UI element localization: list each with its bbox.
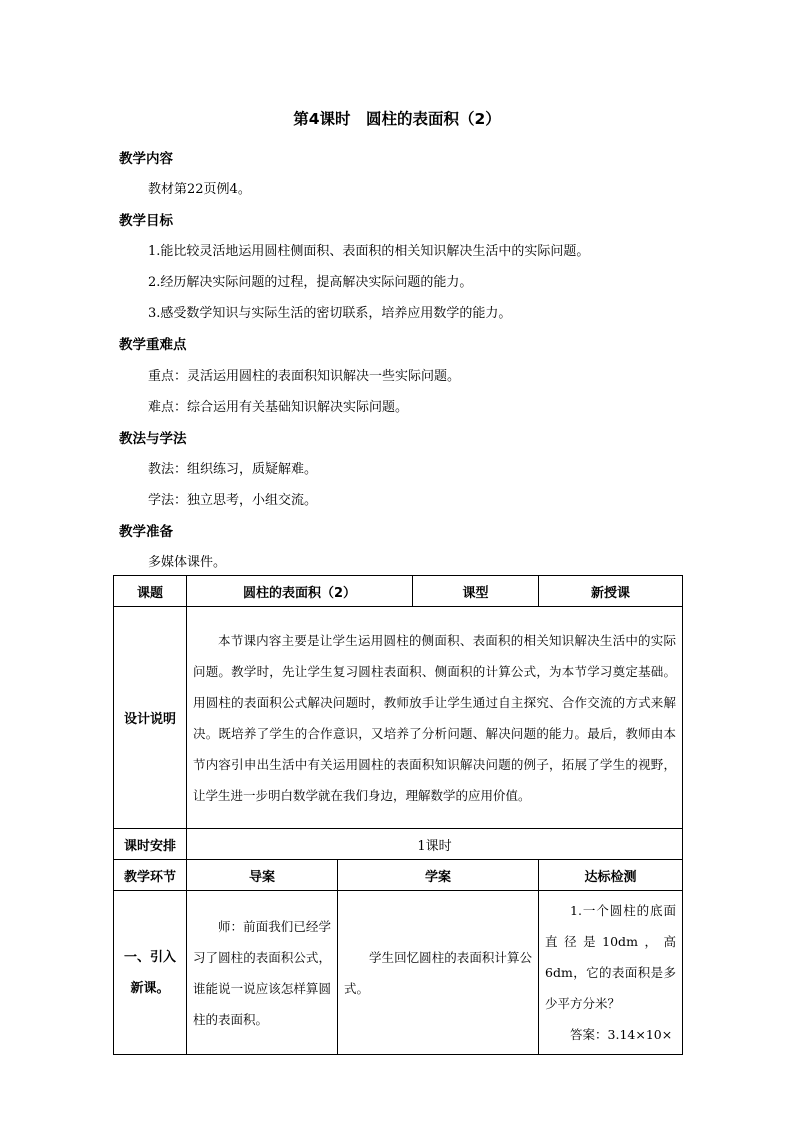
- goal-item-2: 2.经历解决实际问题的过程，提高解决实际问题的能力。: [148, 275, 473, 290]
- table-row: [114, 829, 683, 860]
- table-row: [114, 860, 683, 891]
- label-lesson-type: 课型: [413, 576, 539, 607]
- heading-keypoints: 教学重难点: [119, 337, 187, 353]
- design-text: 本节课内容主要是让学生运用圆柱的侧面积、表面积的相关知识解决生活中的实际问题。教学时，先让学生复习圆柱表面积、侧面积的计算公式，为本节学习奠定基础。用圆柱的表面积公式解决问题时，教师放手让学生通过自主探究、合作交流的方式来解决。既培养了学生的合作意识，又培养了分析问题、解决问题的能力。最后，教师由本节内容引申出生活中有关运用圆柱的表面积知识解决问题的例子，拓展了学生的视野，让学生进一步明白数学就在我们身边，理解数学的应用价值。: [187, 607, 683, 829]
- stage-name: 一、引入新课。: [114, 891, 187, 1055]
- table-row: [114, 607, 683, 829]
- value-topic: 圆柱的表面积（2）: [187, 576, 413, 607]
- label-topic: 课题: [114, 576, 187, 607]
- heading-prep: 教学准备: [119, 524, 173, 540]
- stage-check: [539, 891, 683, 1055]
- header-stage: 教学环节: [114, 860, 187, 891]
- method-item-2: 学法：独立思考，小组交流。: [148, 493, 318, 508]
- value-lesson-type: 新授课: [539, 576, 683, 607]
- stage-guide: 师：前面我们已经学习了圆柱的表面积公式，谁能说一说应该怎样算圆柱的表面积。: [187, 891, 338, 1055]
- table-row: [114, 576, 683, 607]
- goal-item-3: 3.感受数学知识与实际生活的密切联系，培养应用数学的能力。: [148, 306, 512, 321]
- goal-item-1: 1.能比较灵活地运用圆柱侧面积、表面积的相关知识解决生活中的实际问题。: [148, 244, 590, 259]
- lesson-title: 第4课时 圆柱的表面积（2）: [293, 110, 501, 128]
- heading-content: 教学内容: [119, 151, 173, 167]
- content-text: 教材第22页例4。: [148, 182, 251, 197]
- value-schedule: 1课时: [187, 829, 683, 860]
- method-item-1: 教法：组织练习，质疑解难。: [148, 462, 318, 477]
- table-row: [114, 891, 683, 1055]
- label-design: 设计说明: [114, 607, 187, 829]
- heading-goals: 教学目标: [119, 213, 173, 229]
- heading-methods: 教法与学法: [119, 431, 187, 447]
- stage-study: 学生回忆圆柱的表面积计算公式。: [338, 891, 539, 1055]
- header-study: 学案: [338, 860, 539, 891]
- lesson-plan-table: [113, 575, 683, 1055]
- header-guide: 导案: [187, 860, 338, 891]
- header-check: 达标检测: [539, 860, 683, 891]
- label-schedule: 课时安排: [114, 829, 187, 860]
- prep-text: 多媒体课件。: [148, 555, 227, 570]
- keypoint-item-1: 重点：灵活运用圆柱的表面积知识解决一些实际问题。: [148, 369, 461, 384]
- check-answer: 答案：3.14×10×: [570, 1027, 673, 1042]
- keypoint-item-2: 难点：综合运用有关基础知识解决实际问题。: [148, 400, 409, 415]
- check-question: 1.一个圆柱的底面直径是10dm，高6dm，它的表面积是多少平方分米？: [545, 903, 677, 1011]
